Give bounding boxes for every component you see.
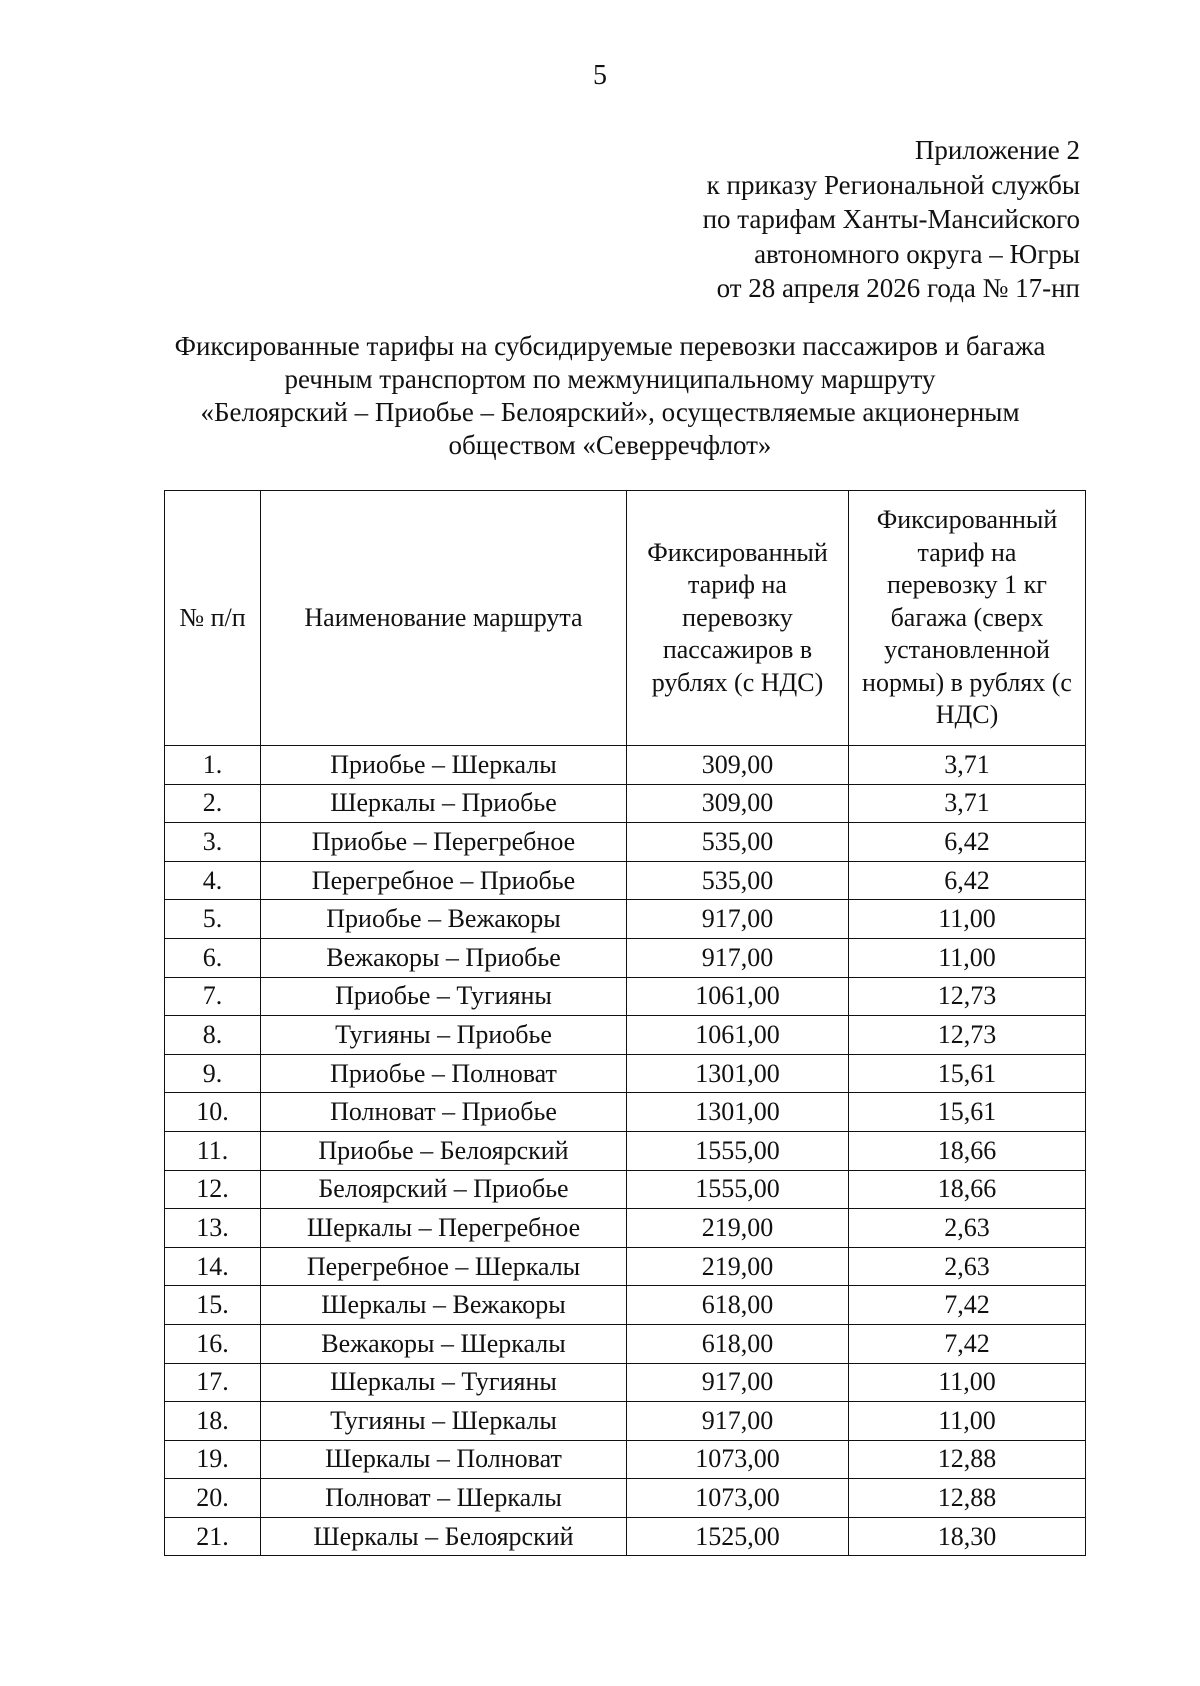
baggage-tariff: 11,00 — [849, 938, 1086, 977]
header-num: № п/п — [165, 491, 261, 746]
route-name: Шеркалы – Полноват — [261, 1440, 627, 1479]
table-row — [165, 1517, 1086, 1556]
table-row — [165, 1170, 1086, 1209]
baggage-tariff: 18,30 — [849, 1517, 1086, 1556]
baggage-tariff: 3,71 — [849, 746, 1086, 785]
route-name: Приобье – Вежакоры — [261, 900, 627, 939]
route-name: Приобье – Полноват — [261, 1054, 627, 1093]
route-name: Приобье – Белоярский — [261, 1131, 627, 1170]
row-number: 20. — [165, 1479, 261, 1518]
row-number: 4. — [165, 861, 261, 900]
table-row — [165, 1093, 1086, 1132]
route-name: Вежакоры – Шеркалы — [261, 1324, 627, 1363]
baggage-tariff: 2,63 — [849, 1209, 1086, 1248]
passenger-tariff: 1555,00 — [627, 1131, 849, 1170]
row-number: 11. — [165, 1131, 261, 1170]
row-number: 10. — [165, 1093, 261, 1132]
header-baggage-tariff: Фиксированный тариф на перевозку 1 кг багажа (сверх установленной нормы) в рублях (с НДС) — [849, 491, 1086, 746]
baggage-tariff: 12,88 — [849, 1479, 1086, 1518]
route-name: Приобье – Шеркалы — [261, 746, 627, 785]
baggage-tariff: 11,00 — [849, 900, 1086, 939]
title-line: речным транспортом по межмуниципальному маршруту — [284, 364, 936, 394]
route-name: Тугияны – Шеркалы — [261, 1402, 627, 1441]
passenger-tariff: 1301,00 — [627, 1093, 849, 1132]
table-header-row — [165, 491, 1086, 746]
passenger-tariff: 917,00 — [627, 938, 849, 977]
baggage-tariff: 2,63 — [849, 1247, 1086, 1286]
route-name: Шеркалы – Перегребное — [261, 1209, 627, 1248]
table-row — [165, 1479, 1086, 1518]
header-passenger-tariff: Фиксированный тариф на перевозку пассажиров в рублях (с НДС) — [627, 491, 849, 746]
title-line: «Белоярский – Приобье – Белоярский», осуществляемые акционерным — [200, 397, 1020, 427]
passenger-tariff: 1061,00 — [627, 977, 849, 1016]
title-line: Фиксированные тарифы на субсидируемые перевозки пассажиров и багажа — [174, 331, 1046, 361]
appendix-line: по тарифам Ханты-Мансийского — [702, 204, 1080, 234]
row-number: 9. — [165, 1054, 261, 1093]
baggage-tariff: 11,00 — [849, 1363, 1086, 1402]
table-row — [165, 1402, 1086, 1441]
route-name: Перегребное – Шеркалы — [261, 1247, 627, 1286]
passenger-tariff: 1061,00 — [627, 1016, 849, 1055]
passenger-tariff: 1073,00 — [627, 1479, 849, 1518]
route-name: Полноват – Шеркалы — [261, 1479, 627, 1518]
appendix-line: от 28 апреля 2026 года № 17-нп — [716, 273, 1080, 303]
baggage-tariff: 15,61 — [849, 1093, 1086, 1132]
document-title — [130, 330, 1090, 462]
row-number: 8. — [165, 1016, 261, 1055]
row-number: 19. — [165, 1440, 261, 1479]
route-name: Шеркалы – Белоярский — [261, 1517, 627, 1556]
row-number: 12. — [165, 1170, 261, 1209]
passenger-tariff: 1301,00 — [627, 1054, 849, 1093]
table-row — [165, 1131, 1086, 1170]
appendix-block — [703, 133, 1080, 306]
passenger-tariff: 535,00 — [627, 823, 849, 862]
row-number: 7. — [165, 977, 261, 1016]
table-row — [165, 1363, 1086, 1402]
table-row — [165, 977, 1086, 1016]
baggage-tariff: 11,00 — [849, 1402, 1086, 1441]
table-row — [165, 1286, 1086, 1325]
passenger-tariff: 309,00 — [627, 746, 849, 785]
baggage-tariff: 7,42 — [849, 1286, 1086, 1325]
row-number: 15. — [165, 1286, 261, 1325]
row-number: 2. — [165, 784, 261, 823]
baggage-tariff: 12,73 — [849, 1016, 1086, 1055]
appendix-line: автономного округа – Югры — [754, 238, 1080, 269]
row-number: 5. — [165, 900, 261, 939]
passenger-tariff: 618,00 — [627, 1286, 849, 1325]
tariffs-table — [164, 490, 1086, 1556]
row-number: 6. — [165, 938, 261, 977]
row-number: 21. — [165, 1517, 261, 1556]
baggage-tariff: 7,42 — [849, 1324, 1086, 1363]
passenger-tariff: 309,00 — [627, 784, 849, 823]
table-row — [165, 1054, 1086, 1093]
passenger-tariff: 1073,00 — [627, 1440, 849, 1479]
passenger-tariff: 917,00 — [627, 1363, 849, 1402]
baggage-tariff: 18,66 — [849, 1131, 1086, 1170]
row-number: 1. — [165, 746, 261, 785]
table-row — [165, 938, 1086, 977]
route-name: Приобье – Тугияны — [261, 977, 627, 1016]
baggage-tariff: 6,42 — [849, 861, 1086, 900]
table-row — [165, 900, 1086, 939]
baggage-tariff: 12,73 — [849, 977, 1086, 1016]
page-number: 5 — [593, 60, 607, 91]
route-name: Вежакоры – Приобье — [261, 938, 627, 977]
passenger-tariff: 219,00 — [627, 1209, 849, 1248]
row-number: 13. — [165, 1209, 261, 1248]
row-number: 18. — [165, 1402, 261, 1441]
row-number: 3. — [165, 823, 261, 862]
table-row — [165, 1324, 1086, 1363]
table-row — [165, 1440, 1086, 1479]
title-line: обществом «Северречфлот» — [448, 430, 772, 460]
table-row — [165, 1247, 1086, 1286]
table-body — [165, 746, 1086, 1556]
table-row — [165, 1209, 1086, 1248]
passenger-tariff: 917,00 — [627, 1402, 849, 1441]
table-row — [165, 746, 1086, 785]
passenger-tariff: 219,00 — [627, 1247, 849, 1286]
row-number: 14. — [165, 1247, 261, 1286]
appendix-line: Приложение 2 — [914, 135, 1080, 165]
baggage-tariff: 12,88 — [849, 1440, 1086, 1479]
baggage-tariff: 18,66 — [849, 1170, 1086, 1209]
passenger-tariff: 618,00 — [627, 1324, 849, 1363]
passenger-tariff: 535,00 — [627, 861, 849, 900]
route-name: Полноват – Приобье — [261, 1093, 627, 1132]
passenger-tariff: 1555,00 — [627, 1170, 849, 1209]
table-row — [165, 784, 1086, 823]
passenger-tariff: 1525,00 — [627, 1517, 849, 1556]
route-name: Приобье – Перегребное — [261, 823, 627, 862]
route-name: Перегребное – Приобье — [261, 861, 627, 900]
table-row — [165, 823, 1086, 862]
table-row — [165, 861, 1086, 900]
route-name: Шеркалы – Тугияны — [261, 1363, 627, 1402]
passenger-tariff: 917,00 — [627, 900, 849, 939]
baggage-tariff: 3,71 — [849, 784, 1086, 823]
table-row — [165, 1016, 1086, 1055]
appendix-line: к приказу Региональной службы — [706, 169, 1080, 200]
header-route: Наименование маршрута — [261, 491, 627, 746]
route-name: Шеркалы – Вежакоры — [261, 1286, 627, 1325]
baggage-tariff: 15,61 — [849, 1054, 1086, 1093]
baggage-tariff: 6,42 — [849, 823, 1086, 862]
route-name: Тугияны – Приобье — [261, 1016, 627, 1055]
row-number: 16. — [165, 1324, 261, 1363]
route-name: Белоярский – Приобье — [261, 1170, 627, 1209]
route-name: Шеркалы – Приобье — [261, 784, 627, 823]
row-number: 17. — [165, 1363, 261, 1402]
